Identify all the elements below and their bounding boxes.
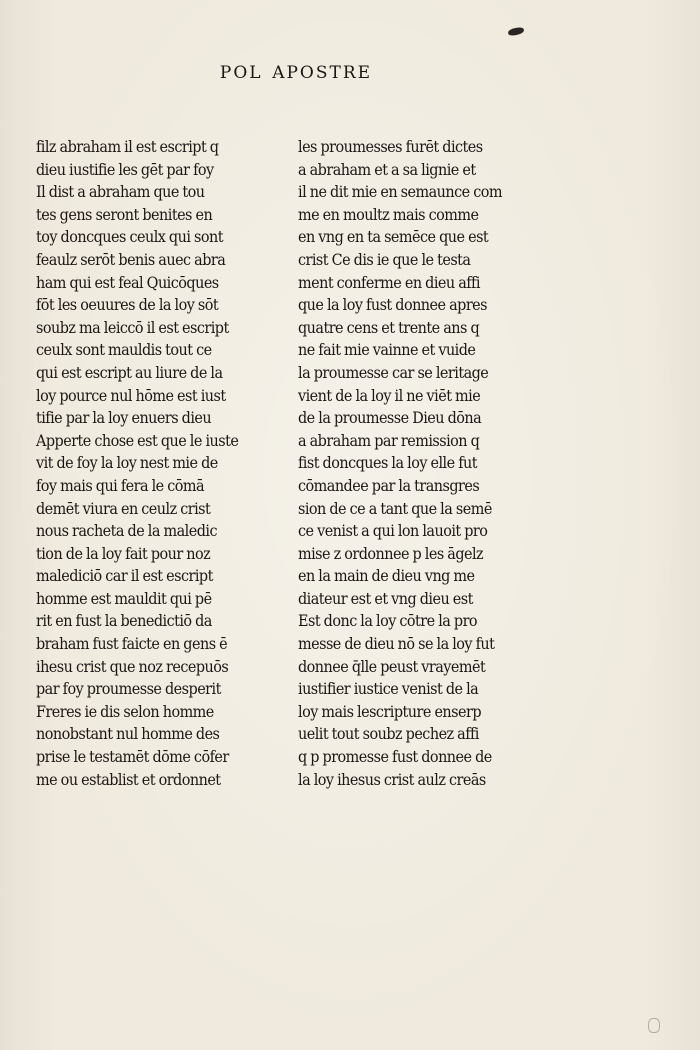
- text-line: ce venist a qui lon lauoit pro: [298, 521, 488, 541]
- text-line: en vng en ta semēce que est: [298, 227, 489, 247]
- text-line: iustifier iustice venist de la: [298, 679, 479, 699]
- text-line: crist Ce dis ie que le testa: [298, 249, 471, 269]
- text-line: a abraham et a sa lignie et: [298, 159, 476, 179]
- text-line: par foy proumesse desperit: [36, 679, 221, 699]
- text-line: vit de foy la loy nest mie de: [36, 453, 218, 473]
- left-text-column: [36, 136, 266, 791]
- text-line: demēt viura en ceulz crist: [36, 498, 211, 518]
- text-line: braham fust faicte en gens ē: [36, 634, 228, 654]
- text-line: nonobstant nul homme des: [36, 724, 220, 744]
- text-line: que la loy fust donnee apres: [298, 295, 487, 315]
- text-line: tifie par la loy enuers dieu: [36, 408, 212, 428]
- text-line: Apperte chose est que le iuste: [36, 430, 239, 450]
- text-line: vient de la loy il ne viēt mie: [298, 385, 481, 405]
- text-line: loy pource nul hōme est iust: [36, 385, 226, 405]
- text-line: prise le testamēt dōme cōfer: [36, 747, 229, 767]
- text-line: donnee q̄lle peust vrayemēt: [298, 656, 486, 676]
- text-line: ment conferme en dieu affi: [298, 272, 480, 292]
- text-line: soubz ma leiccō il est escript: [36, 317, 229, 337]
- text-line: q p promesse fust donnee de: [298, 747, 492, 767]
- text-line: nous racheta de la maledic: [36, 521, 217, 541]
- text-line: tion de la loy fait pour noz: [36, 543, 211, 563]
- text-line: quatre cens et trente ans q: [298, 317, 480, 337]
- text-line: de la proumesse Dieu dōna: [298, 408, 482, 428]
- text-line: dieu iustifie les gēt par foy: [36, 159, 214, 179]
- text-line: mise z ordonnee p les āgelz: [298, 543, 484, 563]
- text-line: Freres ie dis selon homme: [36, 701, 214, 721]
- text-line: homme est mauldit qui pē: [36, 588, 212, 608]
- text-line: uelit tout soubz pechez affi: [298, 724, 479, 744]
- text-line: sion de ce a tant que la semē: [298, 498, 492, 518]
- text-line: cōmandee par la transgres: [298, 475, 480, 495]
- text-line: la proumesse car se leritage: [298, 362, 489, 382]
- text-line: la loy ihesus crist aulz creās: [298, 769, 486, 789]
- page-stain: [648, 1018, 660, 1033]
- text-line: diateur est et vng dieu est: [298, 588, 473, 608]
- text-line: loy mais lescripture enserp: [298, 701, 482, 721]
- text-line: tes gens seront benites en: [36, 204, 213, 224]
- text-line: Est donc la loy cōtre la pro: [298, 611, 478, 631]
- text-line: ham qui est feal Quicōques: [36, 272, 219, 292]
- running-head: pol apostre: [219, 56, 373, 84]
- text-line: il ne dit mie en semaunce com: [298, 182, 502, 202]
- text-line: malediciō car il est escript: [36, 566, 213, 586]
- text-line: en la main de dieu vng me: [298, 566, 475, 586]
- text-line: fist doncques la loy elle fut: [298, 453, 477, 473]
- right-text-column: [298, 136, 530, 791]
- ink-blot: [508, 27, 525, 37]
- text-line: foy mais qui fera le cōmā: [36, 475, 205, 495]
- text-line: feaulz serōt benis auec abra: [36, 249, 226, 269]
- text-line: Il dist a abraham que tou: [36, 182, 205, 202]
- text-line: rit en fust la benedictiō da: [36, 611, 212, 631]
- text-line: me ou establist et ordonnet: [36, 769, 221, 789]
- text-line: qui est escript au liure de la: [36, 362, 223, 382]
- text-line: ihesu crist que noz recepuōs: [36, 656, 229, 676]
- text-line: les proumesses furēt dictes: [298, 137, 483, 156]
- text-line: ceulx sont mauldis tout ce: [36, 340, 212, 360]
- text-line: me en moultz mais comme: [298, 204, 479, 224]
- text-line: filz abraham il est escript q: [36, 137, 219, 156]
- text-line: ne fait mie vainne et vuide: [298, 340, 476, 360]
- text-line: fōt les oeuures de la loy sōt: [36, 295, 219, 315]
- text-line: a abraham par remission q: [298, 430, 480, 450]
- text-line: messe de dieu nō se la loy fut: [298, 634, 495, 654]
- text-line: toy doncques ceulx qui sont: [36, 227, 223, 247]
